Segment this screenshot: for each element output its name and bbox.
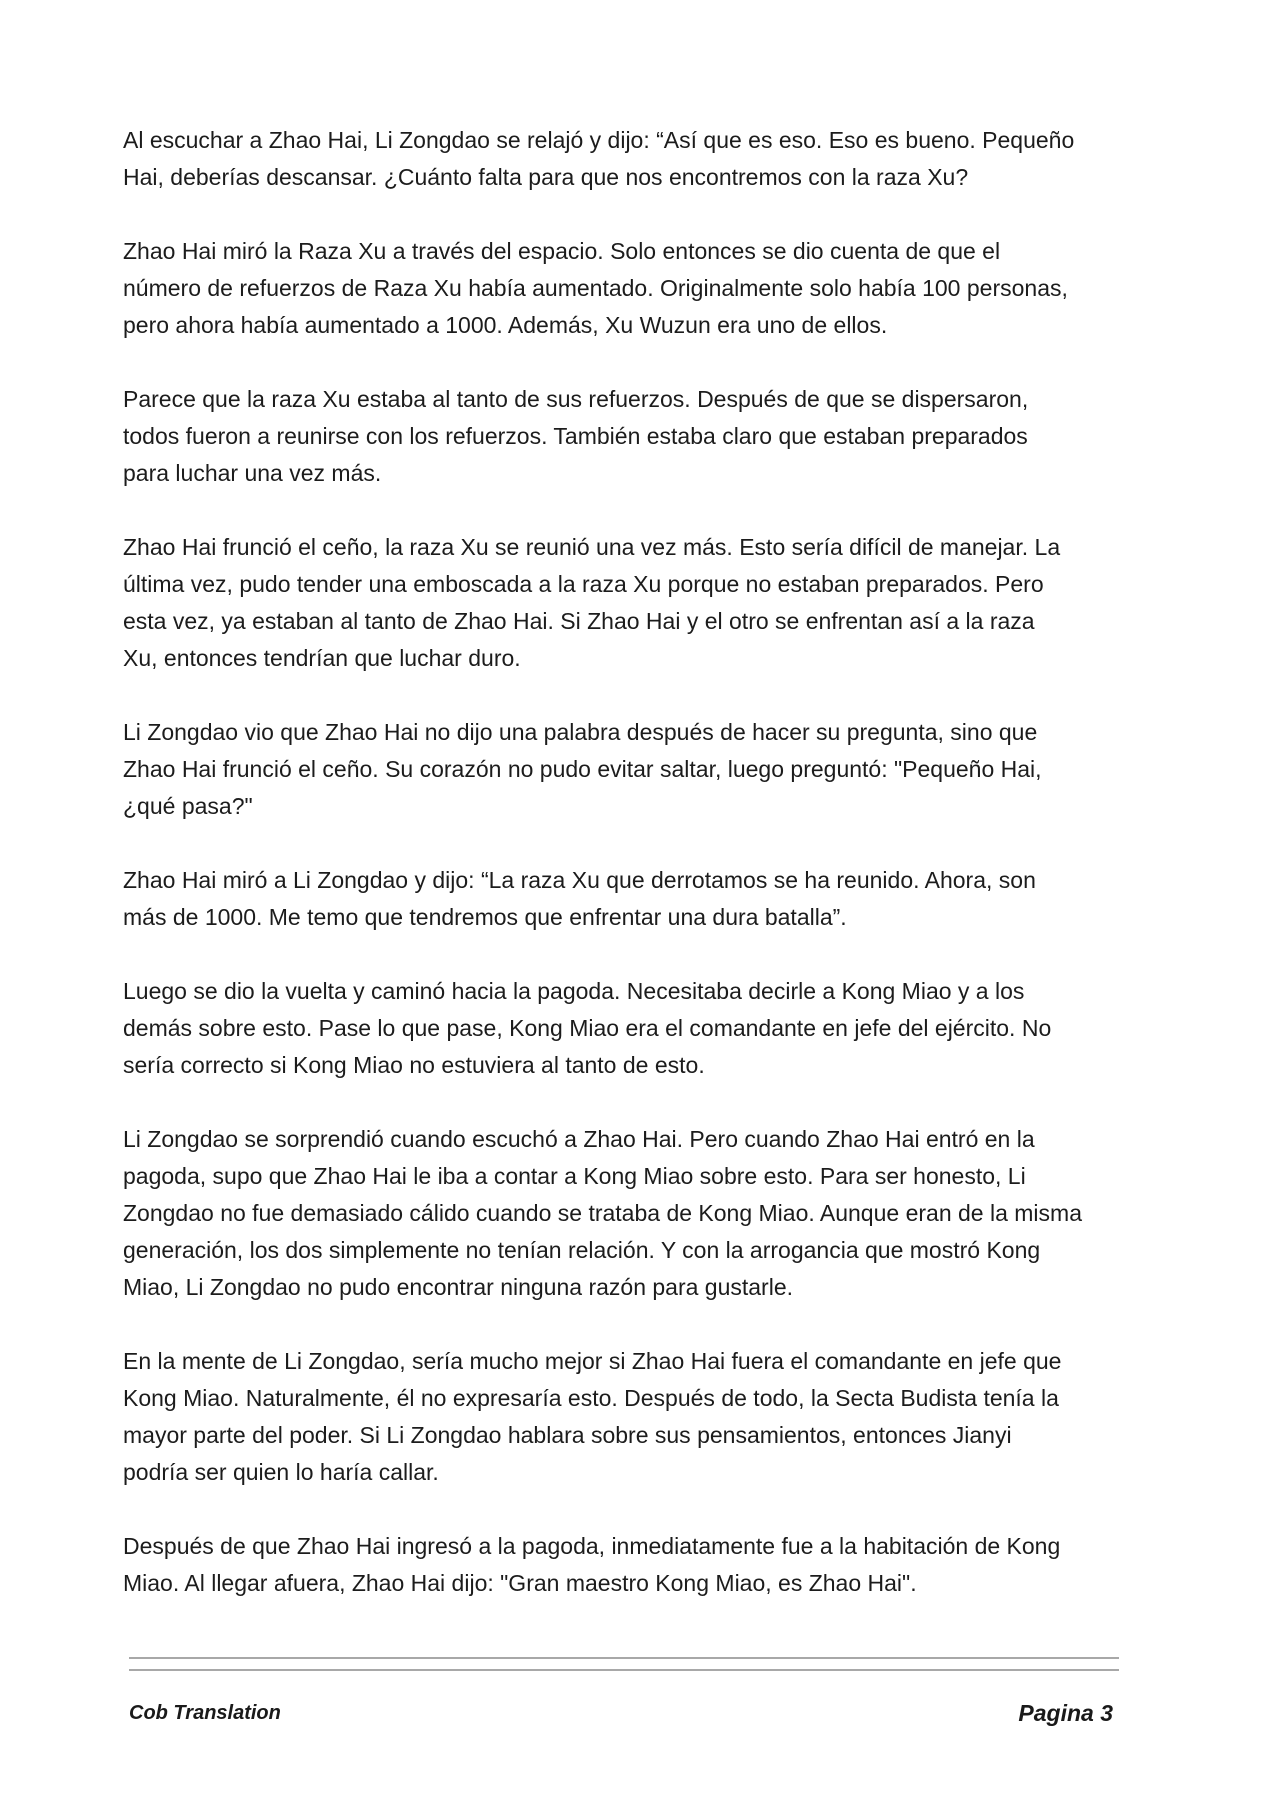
paragraph — [123, 1121, 1223, 1306]
text-line: Zhao Hai miró la Raza Xu a través del espacio. Solo entonces se dio cuenta de que el — [123, 238, 1001, 264]
text-line: Miao, Li Zongdao no pudo encontrar ninguna razón para gustarle. — [123, 1274, 794, 1300]
text-line: Zongdao no fue demasiado cálido cuando se trataba de Kong Miao. Aunque eran de la misma — [123, 1200, 1082, 1226]
text-line: Después de que Zhao Hai ingresó a la pagoda, inmediatamente fue a la habitación de Kong — [123, 1533, 1061, 1559]
text-line: número de refuerzos de Raza Xu había aumentado. Originalmente solo había 100 personas, — [123, 275, 1068, 301]
text-line: para luchar una vez más. — [123, 460, 382, 486]
text-line: Kong Miao. Naturalmente, él no expresaría esto. Después de todo, la Secta Budista tenía la — [123, 1385, 1059, 1411]
paragraph — [123, 714, 1223, 825]
paragraph — [123, 973, 1223, 1084]
text-line: Li Zongdao se sorprendió cuando escuchó a Zhao Hai. Pero cuando Zhao Hai entró en la — [123, 1126, 1035, 1152]
paragraph — [123, 122, 1223, 196]
text-line: Zhao Hai miró a Li Zongdao y dijo: “La raza Xu que derrotamos se ha reunido. Ahora, son — [123, 867, 1036, 893]
footer-rule-top — [129, 1657, 1119, 1659]
text-line: sería correcto si Kong Miao no estuviera al tanto de esto. — [123, 1052, 705, 1078]
text-line: podría ser quien lo haría callar. — [123, 1459, 439, 1485]
paragraph — [123, 233, 1223, 344]
text-line: pero ahora había aumentado a 1000. Además, Xu Wuzun era uno de ellos. — [123, 312, 888, 338]
paragraph — [123, 529, 1223, 677]
text-line: última vez, pudo tender una emboscada a la raza Xu porque no estaban preparados. Pero — [123, 571, 1044, 597]
footer-translator-credit: Cob Translation — [129, 1702, 281, 1724]
text-line: Li Zongdao vio que Zhao Hai no dijo una palabra después de hacer su pregunta, sino que — [123, 719, 1038, 745]
text-line: ¿qué pasa?" — [123, 793, 253, 819]
text-line: Al escuchar a Zhao Hai, Li Zongdao se relajó y dijo: “Así que es eso. Eso es bueno. Pequeño — [123, 127, 1075, 153]
text-line: Miao. Al llegar afuera, Zhao Hai dijo: "Gran maestro Kong Miao, es Zhao Hai". — [123, 1570, 917, 1596]
document-body — [123, 122, 1223, 1639]
paragraph — [123, 862, 1223, 936]
text-line: demás sobre esto. Pase lo que pase, Kong Miao era el comandante en jefe del ejército. No — [123, 1015, 1052, 1041]
paragraph — [123, 1528, 1223, 1602]
text-line: esta vez, ya estaban al tanto de Zhao Hai. Si Zhao Hai y el otro se enfrentan así a la raza — [123, 608, 1035, 634]
text-line: Zhao Hai frunció el ceño. Su corazón no pudo evitar saltar, luego preguntó: "Pequeño Hai, — [123, 756, 1042, 782]
text-line: En la mente de Li Zongdao, sería mucho mejor si Zhao Hai fuera el comandante en jefe que — [123, 1348, 1062, 1374]
text-line: Luego se dio la vuelta y caminó hacia la pagoda. Necesitaba decirle a Kong Miao y a los — [123, 978, 1025, 1004]
text-line: todos fueron a reunirse con los refuerzos. También estaba claro que estaban preparados — [123, 423, 1028, 449]
footer-page-number: Pagina 3 — [1018, 1700, 1113, 1726]
paragraph — [123, 381, 1223, 492]
text-line: Hai, deberías descansar. ¿Cuánto falta para que nos encontremos con la raza Xu? — [123, 164, 969, 190]
text-line: Parece que la raza Xu estaba al tanto de sus refuerzos. Después de que se dispersaron, — [123, 386, 1029, 412]
paragraph — [123, 1343, 1223, 1491]
footer-rule-bottom — [129, 1669, 1119, 1671]
text-line: Zhao Hai frunció el ceño, la raza Xu se reunió una vez más. Esto sería difícil de manejar. La — [123, 534, 1061, 560]
text-line: generación, los dos simplemente no tenían relación. Y con la arrogancia que mostró Kong — [123, 1237, 1041, 1263]
text-line: Xu, entonces tendrían que luchar duro. — [123, 645, 521, 671]
text-line: más de 1000. Me temo que tendremos que enfrentar una dura batalla”. — [123, 904, 847, 930]
text-line: mayor parte del poder. Si Li Zongdao hablara sobre sus pensamientos, entonces Jianyi — [123, 1422, 1012, 1448]
text-line: pagoda, supo que Zhao Hai le iba a contar a Kong Miao sobre esto. Para ser honesto, Li — [123, 1163, 1026, 1189]
